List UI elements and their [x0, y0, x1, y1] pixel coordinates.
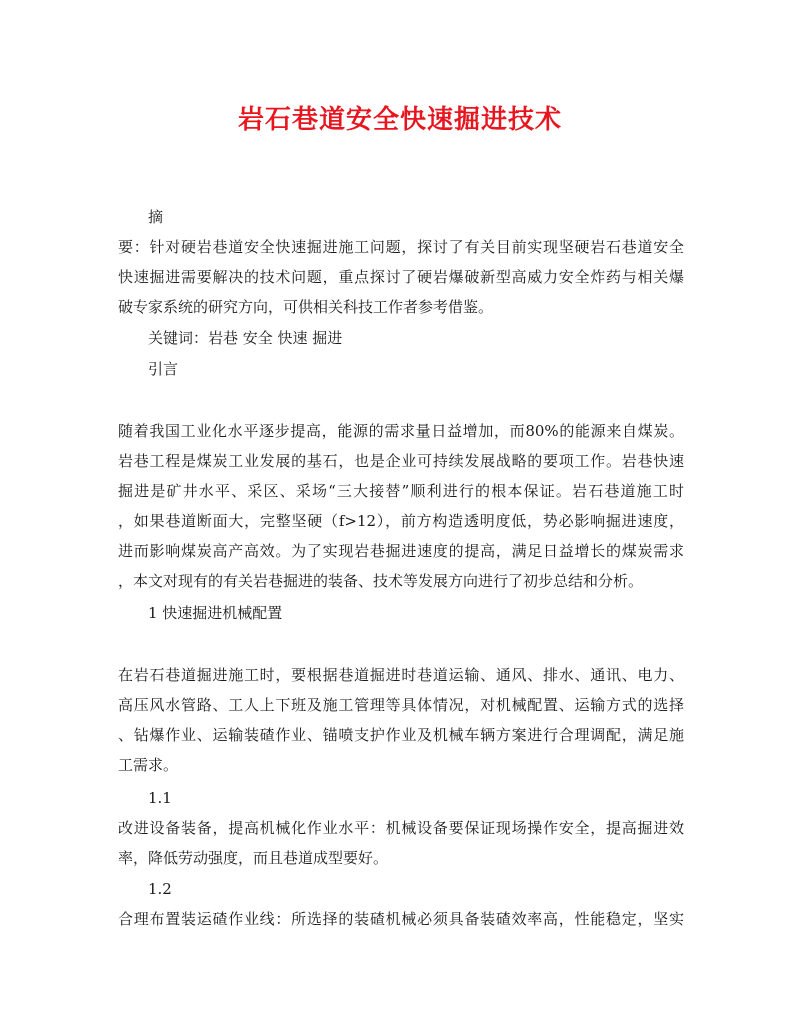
s11-line: 改进设备装备，提高机械化作业水平：机械设备要保证现场操作安全，提高掘进效: [118, 819, 684, 837]
abstract-line: 破专家系统的研究方向，可供相关科技工作者参考借鉴。: [118, 298, 494, 316]
subsection-number: 1.1: [148, 789, 172, 807]
section1-line: 工需求。: [118, 756, 179, 774]
section1-line: 、钻爆作业、运输装碴作业、锚喷支护作业及机械车辆方案进行合理调配，满足施: [118, 726, 684, 744]
intro-line: ，本文对现有的有关岩巷掘进的装备、技术等发展方向进行了初步总结和分析。: [118, 572, 644, 590]
section-heading: 1 快速掘进机械配置: [148, 604, 283, 622]
intro-line: 随着我国工业化水平逐步提高，能源的需求量日益增加，而80%的能源来自煤炭。: [118, 422, 684, 440]
intro-heading: 引言: [148, 360, 179, 378]
intro-line: 岩巷工程是煤炭工业发展的基石，也是企业可持续发展战略的要项工作。岩巷快速: [118, 452, 684, 470]
section1-line: 高压风水管路、工人上下班及施工管理等具体情况，对机械配置、运输方式的选择: [118, 696, 684, 714]
subsection-number: 1.2: [148, 880, 172, 898]
intro-line: ，如果巷道断面大，完整坚硬（f>12），前方构造透明度低，势必影响掘进速度，: [118, 512, 684, 530]
s11-line: 率，降低劳动强度，而且巷道成型要好。: [118, 849, 389, 867]
abstract-line: 要：针对硬岩巷道安全快速掘进施工问题，探讨了有关目前实现坚硬岩石巷道安全: [118, 238, 684, 256]
intro-line: 进而影响煤炭高产高效。为了实现岩巷掘进速度的提高，满足日益增长的煤炭需求: [118, 542, 684, 560]
abstract-head: 摘: [148, 208, 164, 226]
s12-line: 合理布置装运碴作业线：所选择的装碴机械必须具备装碴效率高，性能稳定，坚实: [118, 910, 684, 928]
abstract-line: 快速掘进需要解决的技术问题，重点探讨了硬岩爆破新型高威力安全炸药与相关爆: [118, 268, 684, 286]
document-title: 岩石巷道安全快速掘进技术: [237, 105, 562, 135]
section1-line: 在岩石巷道掘进施工时，要根据巷道掘进时巷道运输、通风、排水、通讯、电力、: [118, 666, 684, 684]
intro-line: 掘进是矿井水平、采区、采场“三大接替”顺利进行的根本保证。岩石巷道施工时: [118, 482, 684, 500]
keywords: 关键词：岩巷 安全 快速 掘进: [148, 329, 343, 347]
